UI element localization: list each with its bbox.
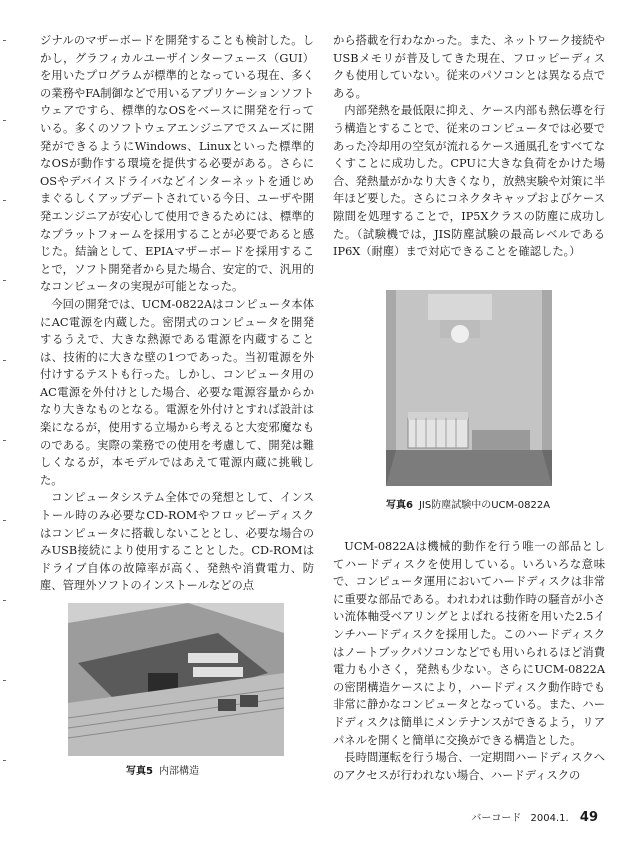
paragraph: 長時間運転を行う場合、一定期間ハードディスクへのアクセスが行われない場合、ハードディスクの [333, 751, 605, 782]
left-column [40, 32, 314, 595]
photo-6-label: 写真6 [386, 500, 413, 511]
edge-mark [3, 600, 6, 601]
edge-mark [3, 40, 6, 41]
right-column [333, 32, 605, 261]
photo-5-caption-text: 内部構造 [158, 766, 199, 777]
photo-dust-test [386, 290, 552, 486]
edge-mark [3, 680, 6, 681]
photo-5-label: 写真5 [126, 766, 153, 777]
paragraph: UCM-0822Aは機械的動作を行う唯一の部品としてハードディスクを使用している。いろいろな意味で、コンピュータ運用においてハードディスクは非常に重要な部品である。われわれは動作時の騒音が小さい流体軸受ベアリングとよばれる技術を用いた2.5インチハードディスクを採用した。このハードディスクはノートブックパソコンなどでも用いられるほど消費電力も小さく，発熱も少ない。さらにUCM-0822Aの密閉構造ケースにより，ハードディスク動作時でも非常に静かなコンピュータとなっている。また、ハードディスクは簡単にメンテナンスができるよう，リアパネルを開くと簡単に交換ができる構造とした。 [333, 540, 605, 747]
photo-5-caption [126, 762, 199, 777]
photo-6-caption [386, 496, 550, 511]
magazine-name: バーコード [471, 813, 522, 824]
paragraph: コンピュータシステム全体での発想として、インストール時のみ必要なCD-ROMやフロッピーディスクはコンピュータに搭載しないこととし、必要な場合のみUSB接続により使用することとした。CD-ROMはドライブ自体の故障率が高く、発熱や消費電力、防塵、管理外ソフトのインストールなどの点 [40, 491, 314, 593]
issue-date: 2004.1. [530, 813, 569, 824]
edge-mark [3, 120, 6, 121]
page-footer [471, 809, 598, 825]
edge-mark [3, 280, 6, 281]
paragraph: から搭載を行わなかった。また、ネットワーク接続やUSBメモリが普及してきた現在、フロッピーディスクも使用していない。従来のパソコンとは異なる点である。 [333, 34, 605, 100]
internal-structure-illustration [68, 603, 284, 756]
edge-mark [3, 360, 6, 361]
paragraph: 今回の開発では、UCM-0822Aはコンピュータ本体にAC電源を内蔵した。密閉式のコンピュータを開発するうえで、大きな熱源である電源を内蔵することは、技術的に大きな壁の1つであった。当初電源を外付けするテストも行った。しかし、コンピュータ用のAC電源を外付けとした場合、必要な電源容量からかなり大きなものとなる。電源を外付けとすれば設計は楽になるが，使用する立場から考えると大変邪魔なものである。実際の業務での使用を考慮して、開発は難しくなるが，本モデルではあえて電源内蔵に挑戦した。 [40, 297, 314, 487]
photo-6-caption-text: JIS防塵試験中のUCM-0822A [418, 500, 551, 511]
photo-internal-structure [68, 603, 284, 756]
page-number: 49 [579, 810, 598, 825]
paragraph: ジナルのマザーボードを開発することも検討した。しかし，グラフィカルユーザインターフェース（GUI）を用いたプログラムが標準的となっている現在、多くの業務やFA制御などで用いるアプリケーションソフトウェアですら、標準的なOSをベースに開発を行っている。多くのソフトウェアエンジニアでスムーズに開発ができるようにWindows、Linuxといった標準的なOSが動作する環境を提供する必要がある。さらにOSやデバイスドライバなどインターネットを通じめまぐるしくアップデートされている今日、ユーザや開発エンジニアが安心して使用できるためには、標準的なプラットフォームを採用することが必要であると感じた。結論として、EPIAマザーボードを採用することで，ソフト開発者から見た場合、安定的で、汎用的なコンピュータの実現が可能となった。 [40, 34, 314, 294]
edge-mark [3, 440, 6, 441]
edge-mark [3, 200, 6, 201]
right-column-lower [333, 538, 605, 784]
paragraph: 内部発熱を最低限に抑え、ケース内部も熱伝導を行う構造とすることで、従来のコンピュータでは必要であった冷却用の空気が流れるケース通風孔をすべてなくすことに成功した。CPUに大きな負荷をかけた場合、発熱量がかなり大きくなり，放熱実験や対策に半年ほど要した。さらにコネクタキャップおよびケース隙間を処理することで，IP5Xクラスの防塵に成功した。（試験機では，JIS防塵試験の最高レベルであるIP6X（耐塵）まで対応できることを確認した。） [333, 104, 605, 259]
dust-chamber-illustration [386, 290, 552, 486]
edge-mark [3, 760, 6, 761]
edge-mark [3, 520, 6, 521]
